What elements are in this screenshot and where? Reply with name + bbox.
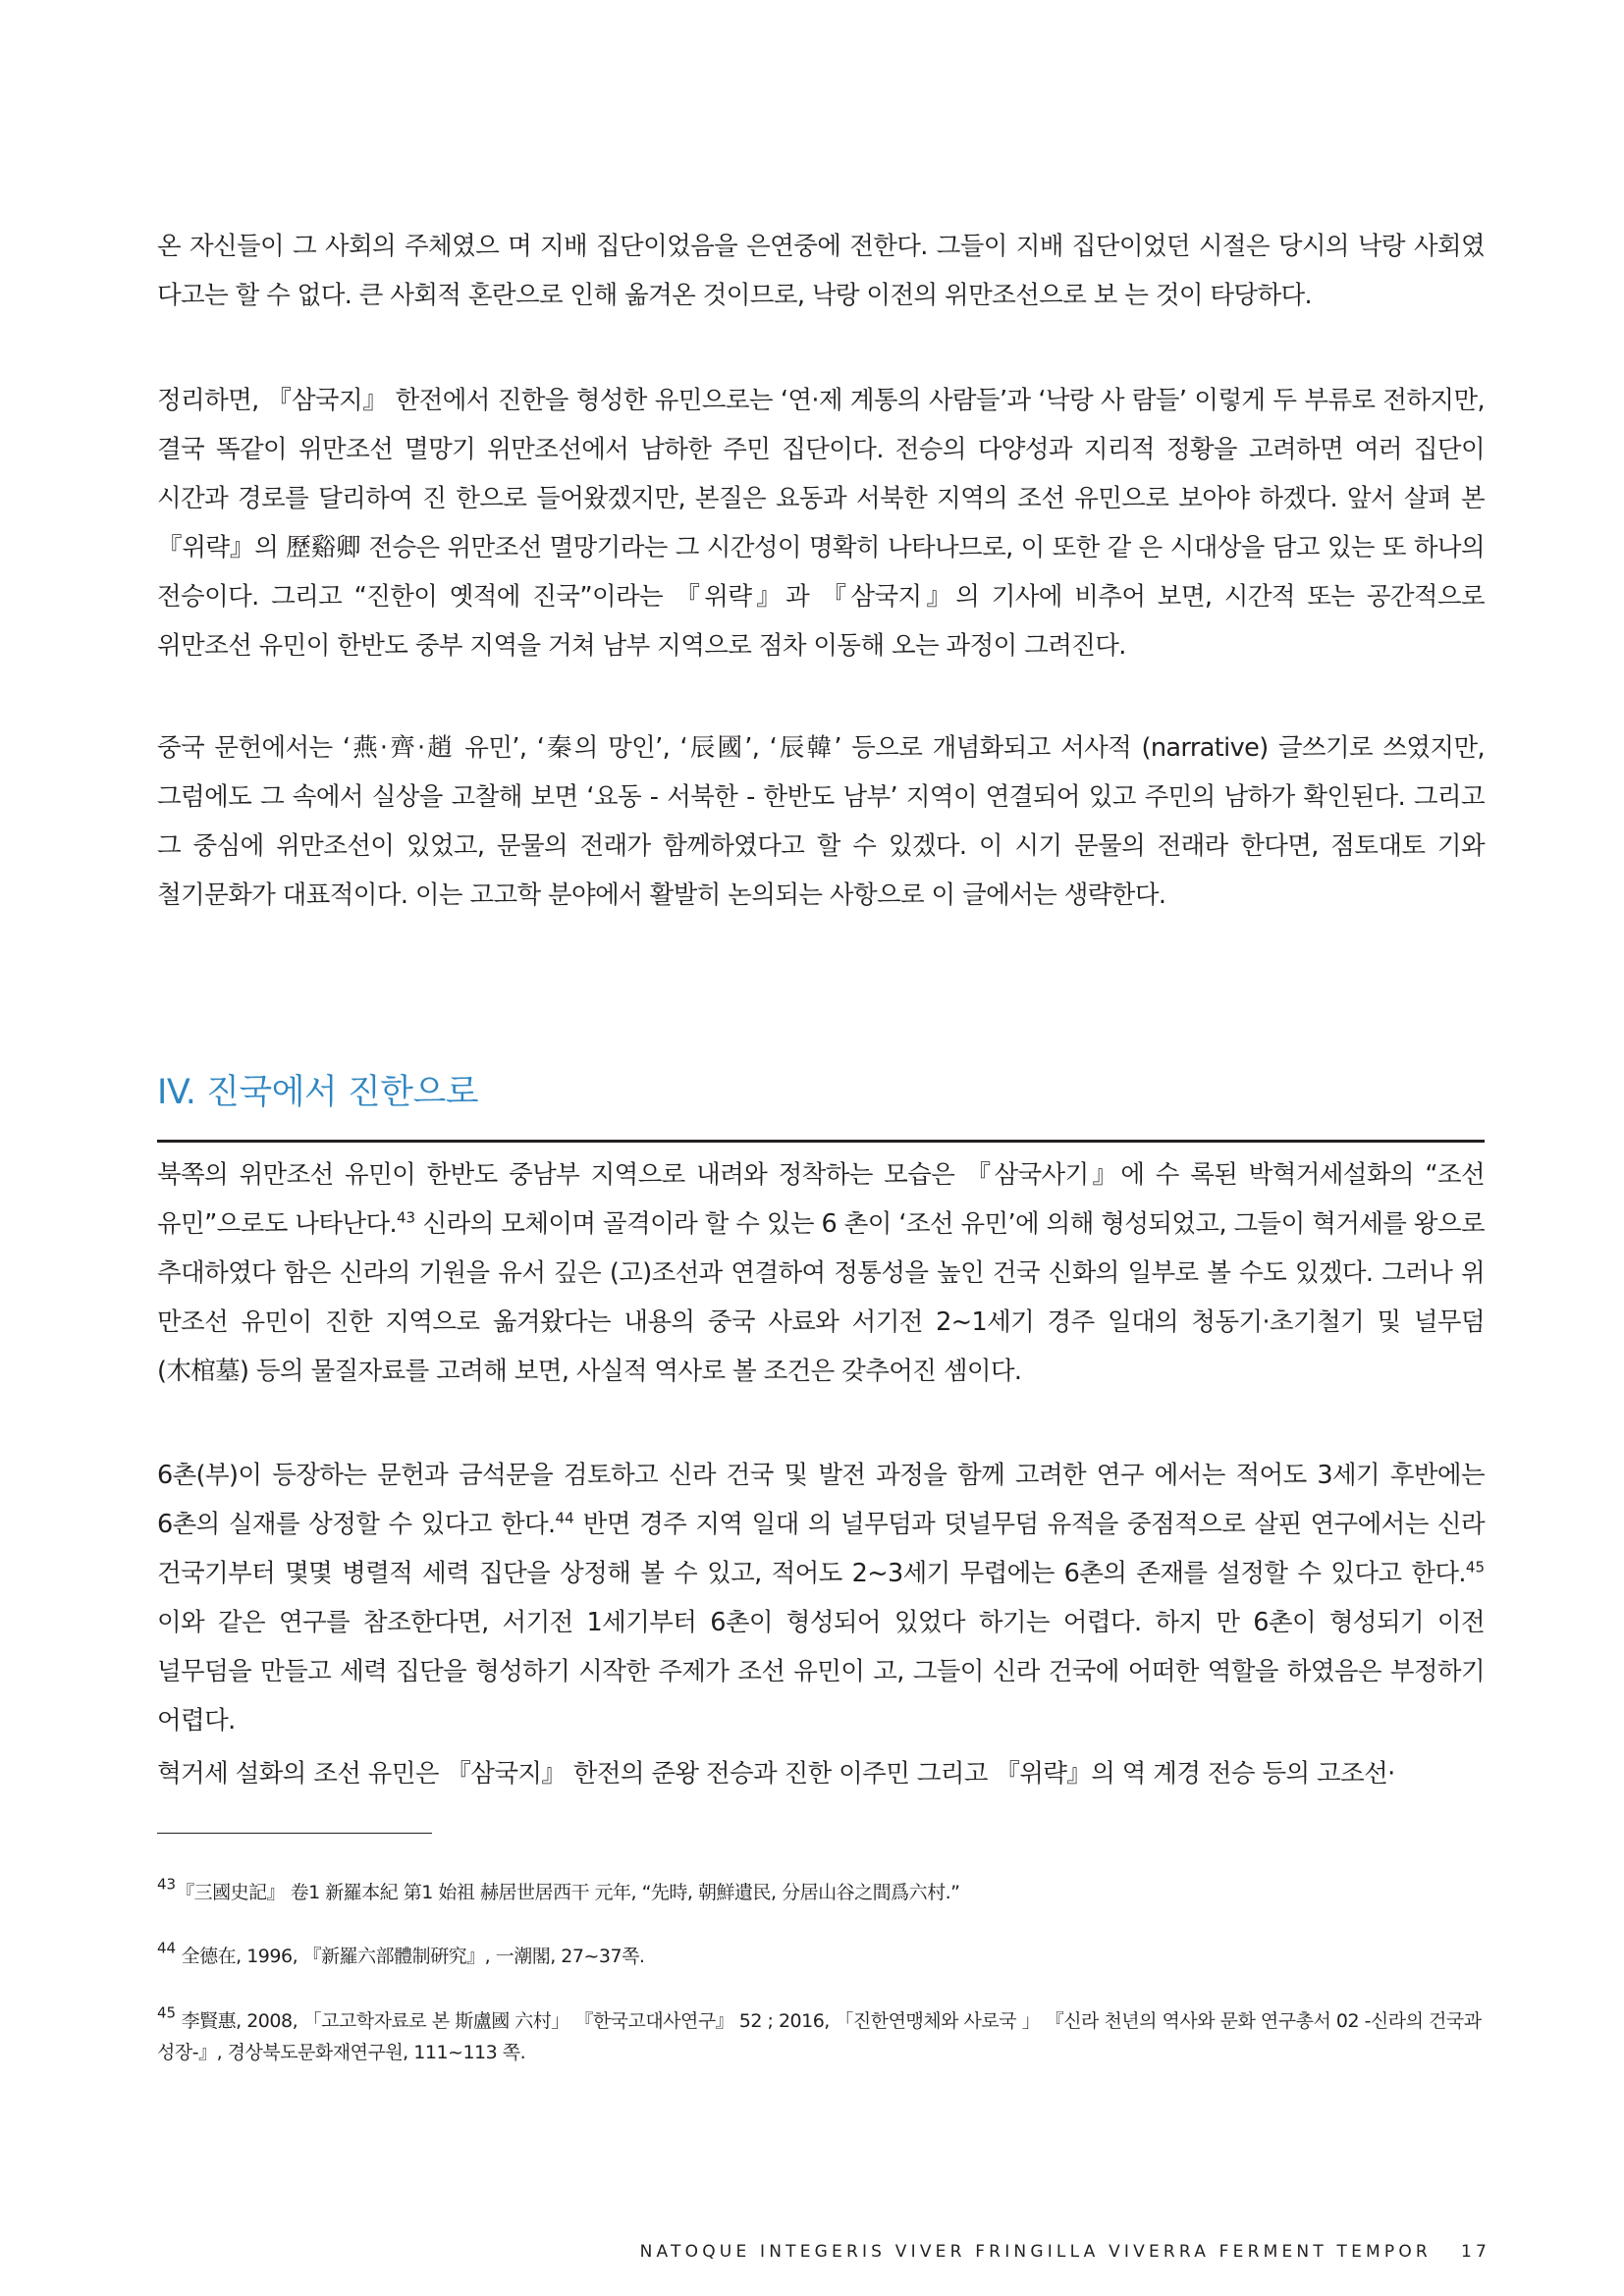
body-paragraph-2: 정리하면, 『삼국지』 한전에서 진한을 형성한 유민으로는 ‘연·제 계통의 사람들’과 ‘낙랑 사 람들’ 이렇게 두 부류로 전하지만, 결국 똑같이 위만조선 멸망기 위만조선에서 남하한 주민 집단이다. 전승의 다양성과 지리적 정황을 고려하면 여러 집단이 시간과 경로를 달리하여 진 한으로 들어왔겠지만, 본질은 요동과 서북한 지역의 조선 유민으로 보아야 하겠다. 앞서 살펴 본 『위략』의 歷谿卿 전승은 위만조선 멸망기라는 그 시간성이 명확히 나타나므로, 이 또한 같 은 시대상을 담고 있는 또 하나의 전승이다. 그리고 “진한이 옛적에 진국”이라는 『위략』과 『삼국지』의 기사에 비추어 보면, 시간적 또는 공간적으로 위만조선 유민이 한반도 중부 지역을 거쳐 남부 지역으로 점차 이동해 오는 과정이 그려진다.: [157, 386, 1485, 661]
footnote-44: [157, 1941, 1485, 1972]
section-heading: IV. 진국에서 진한으로: [157, 1073, 479, 1112]
footnote-text: 李賢惠, 2008, 「고고학자료로 본 斯盧國 六村」 『한국고대사연구』 52 ; 2016, 「진한연맹체와 사로국 」 『신라 천년의 역사와 문화 연구총서 02 -신라의 건국과 성장-』, 경상북도문화재연구원, 111~113 쪽.: [157, 2010, 1482, 2063]
body-paragraph-3: 중국 문헌에서는 ‘燕·齊·趙 유민’, ‘秦의 망인’, ‘辰國’, ‘辰韓’ 등으로 개념화되고 서사적 (narrative) 글쓰기로 쓰였지만, 그럼에도 그 속에서 실상을 고찰해 보면 ‘요동 - 서북한 - 한반도 남부’ 지역이 연결되어 있고 주민의 남하가 확인된다. 그리고 그 중심에 위만조선이 있었고, 문물의 전래가 함께하였다고 할 수 있겠다. 이 시기 문물의 전래라 한다면, 점토대토 기와 철기문화가 대표적이다. 이는 고고학 분야에서 활발히 논의되는 사항으로 이 글에서는 생략한다.: [157, 733, 1485, 910]
body-paragraph-6: 혁거세 설화의 조선 유민은 『삼국지』 한전의 준왕 전승과 진한 이주민 그리고 『위략』의 역 계경 전승 등의 고조선·: [157, 1759, 1395, 1789]
paragraph-text: 6촌(부)이 등장하는 문헌과 금석문을 검토하고 신라 건국 및 발전 과정을 함께 고려한 연구 에서는 적어도 3세기 후반에는 6촌의 실재를 상정할 수 있다고 한다.: [157, 1461, 1485, 1539]
footnote-number: 45: [157, 2003, 177, 2022]
body-paragraph-1: 온 자신들이 그 사회의 주체였으 며 지배 집단이었음을 은연중에 전한다. 그들이 지배 집단이었던 시절은 당시의 낙랑 사회였 다고는 할 수 없다. 큰 사회적 혼란으로 인해 옮겨온 것이므로, 낙랑 이전의 위만조선으로 보 는 것이 타당하다.: [157, 232, 1485, 310]
running-title: NATOQUE INTEGERIS VIVER FRINGILLA VIVERRA FERMENT TEMPOR: [639, 2242, 1432, 2262]
footnote-number: 44: [157, 1939, 177, 1957]
footnote-ref-44[interactable]: 44: [555, 1509, 574, 1527]
footnote-divider: [157, 1833, 432, 1834]
footnote-ref-45[interactable]: 45: [1465, 1558, 1485, 1576]
paragraph-text: 이와 같은 연구를 참조한다면, 서기전 1세기부터 6촌이 형성되어 있었다 하기는 어렵다. 하지 만 6촌이 형성되기 이전 널무덤을 만들고 세력 집단을 형성하기 시작한 주제가 조선 유민이 고, 그들이 신라 건국에 어떠한 역할을 하였음은 부정하기 어렵다.: [157, 1608, 1485, 1735]
body-paragraph-4: [157, 1150, 1485, 1396]
footnote-text: 『三國史記』 卷1 新羅本紀 第1 始祖 赫居世居西干 元年, “先時, 朝鮮遺民, 分居山谷之間爲六村.”: [176, 1882, 960, 1903]
paragraph-text: 신라의 모체이며 골격이라 할 수 있는 6 촌이 ‘조선 유민’에 의해 형성되었고, 그들이 혁거세를 왕으로 추대하였다 함은 신라의 기원을 유서 깊은 (고)조선과 연결하여 정통성을 높인 건국 신화의 일부로 볼 수도 있겠다. 그러나 위 만조선 유민이 진한 지역으로 옮겨왔다는 내용의 중국 사료와 서기전 2~1세기 경주 일대의 청동기·초기철기 및 널무덤(木棺墓) 등의 물질자료를 고려해 보면, 사실적 역사로 볼 조건은 갖추어진 셈이다.: [157, 1209, 1485, 1386]
running-footer: [640, 2242, 1490, 2262]
footnote-43: [157, 1877, 1485, 1908]
footnote-text: 全德在, 1996, 『新羅六部體制硏究』, 一潮閣, 27~37쪽.: [176, 1946, 645, 1967]
paragraph-text: 반면 경주 지역 일대 의 널무덤과 덧널무덤 유적을 중점적으로 살핀 연구에서는 신라 건국기부터 몇몇 병렬적 세력 집단을 상정해 볼 수 있고, 적어도 2~3세기 무렵에는 6촌의 존재를 설정할 수 있다고 한다.: [157, 1510, 1485, 1588]
footnote-ref-43[interactable]: 43: [396, 1208, 416, 1227]
section-divider: [157, 1140, 1485, 1143]
page-number: 17: [1460, 2242, 1490, 2262]
body-paragraph-5: [157, 1451, 1485, 1745]
paragraph-text: 북쪽의 위만조선 유민이 한반도 중남부 지역으로 내려와 정착하는 모습은 『삼국사기』에 수 록된 박혁거세설화의 “조선 유민”으로도 나타난다.: [157, 1160, 1485, 1239]
footnote-number: 43: [157, 1875, 177, 1894]
footnote-45: [157, 2005, 1485, 2068]
